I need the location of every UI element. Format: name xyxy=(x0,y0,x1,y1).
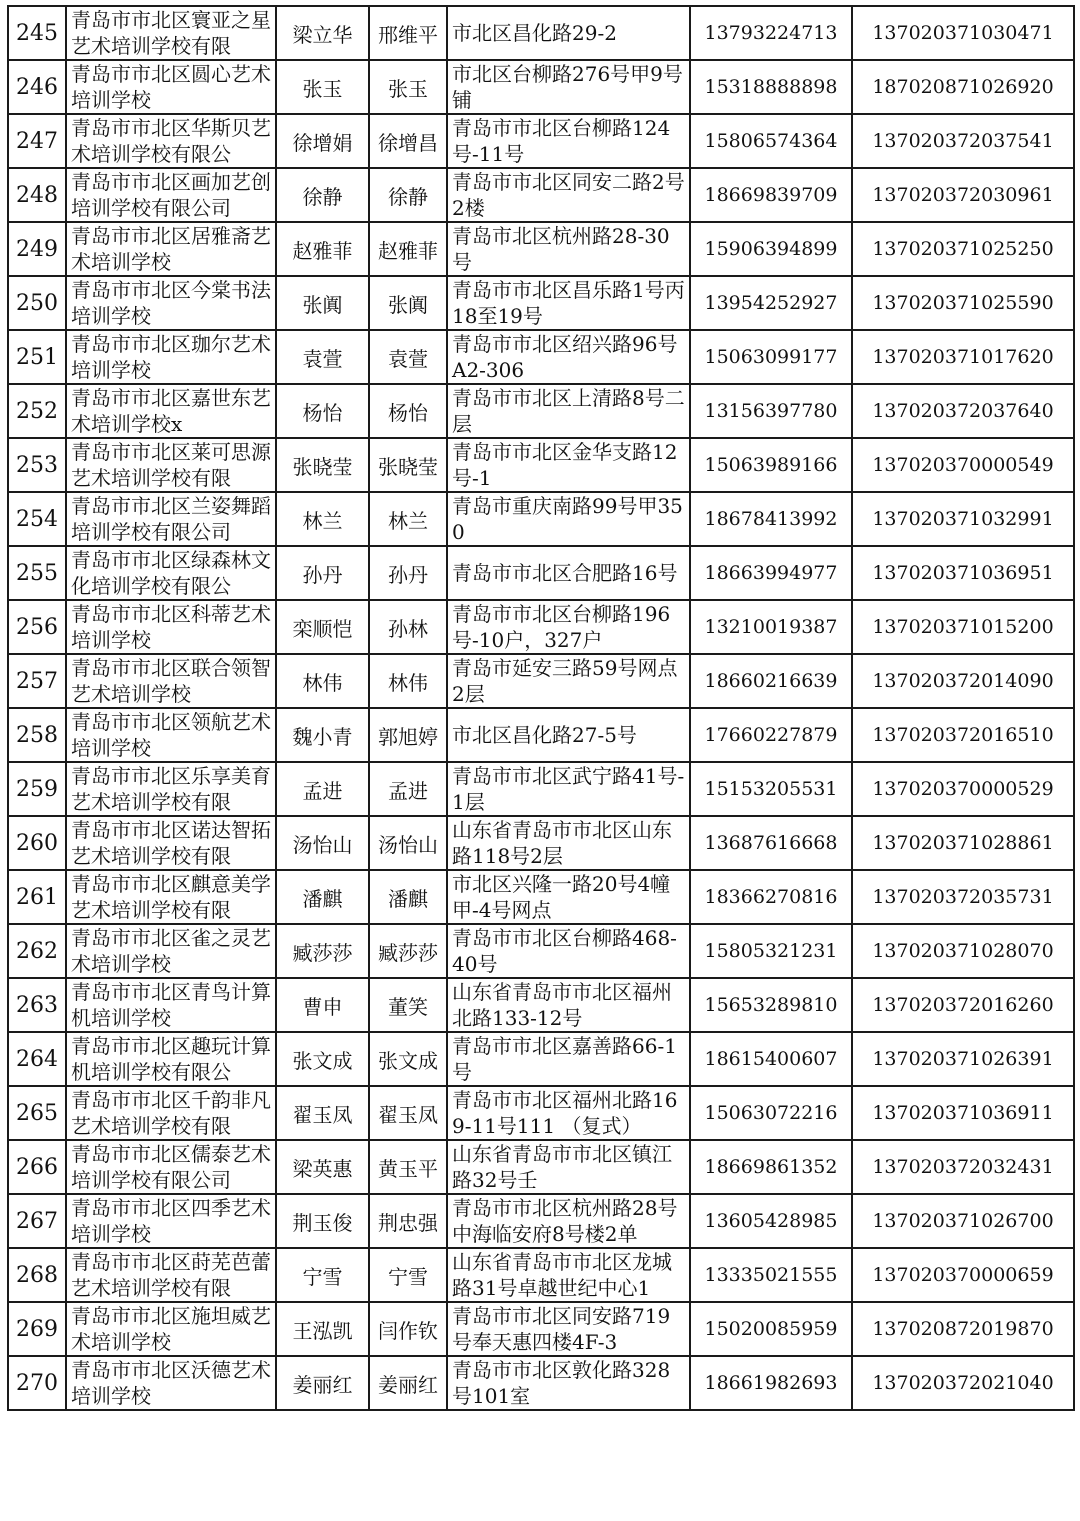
principal-name: 黄玉平 xyxy=(369,1140,447,1194)
school-name: 青岛市市北区兰姿舞蹈培训学校有限公司 xyxy=(66,492,276,546)
table-row xyxy=(8,654,1074,708)
row-number: 255 xyxy=(8,546,66,600)
table-row xyxy=(8,870,1074,924)
school-address: 青岛市市北区昌乐路1号丙18至19号 xyxy=(447,276,690,330)
legal-representative: 荆玉俊 xyxy=(276,1194,369,1248)
legal-representative: 潘麒 xyxy=(276,870,369,924)
contact-phone: 18615400607 xyxy=(690,1032,852,1086)
school-name: 青岛市市北区麒意美学艺术培训学校有限 xyxy=(66,870,276,924)
contact-phone: 13605428985 xyxy=(690,1194,852,1248)
legal-representative: 曹申 xyxy=(276,978,369,1032)
contact-phone: 13156397780 xyxy=(690,384,852,438)
school-name: 青岛市市北区施坦威艺术培训学校 xyxy=(66,1302,276,1356)
principal-name: 袁萱 xyxy=(369,330,447,384)
legal-representative: 王泓凯 xyxy=(276,1302,369,1356)
table-row xyxy=(8,276,1074,330)
school-address: 青岛市延安三路59号网点2层 xyxy=(447,654,690,708)
principal-name: 徐增昌 xyxy=(369,114,447,168)
principal-name: 潘麒 xyxy=(369,870,447,924)
license-number: 137020872019870 xyxy=(852,1302,1074,1356)
school-name: 青岛市市北区儒泰艺术培训学校有限公司 xyxy=(66,1140,276,1194)
school-address: 青岛市市北区金华支路12号-1 xyxy=(447,438,690,492)
principal-name: 孙丹 xyxy=(369,546,447,600)
table-row xyxy=(8,60,1074,114)
school-name: 青岛市市北区寰亚之星艺术培训学校有限 xyxy=(66,6,276,60)
school-address: 市北区昌化路27-5号 xyxy=(447,708,690,762)
legal-representative: 梁立华 xyxy=(276,6,369,60)
school-address: 青岛市重庆南路99号甲350 xyxy=(447,492,690,546)
license-number: 137020372037541 xyxy=(852,114,1074,168)
table-row xyxy=(8,924,1074,978)
license-number: 137020371026391 xyxy=(852,1032,1074,1086)
license-number: 187020871026920 xyxy=(852,60,1074,114)
school-name: 青岛市市北区华斯贝艺术培训学校有限公 xyxy=(66,114,276,168)
school-address: 青岛市市北区敦化路328号101室 xyxy=(447,1356,690,1410)
school-address: 青岛市市北区同安二路2号2楼 xyxy=(447,168,690,222)
license-number: 137020371028070 xyxy=(852,924,1074,978)
school-name: 青岛市市北区圆心艺术培训学校 xyxy=(66,60,276,114)
row-number: 263 xyxy=(8,978,66,1032)
license-number: 137020372016510 xyxy=(852,708,1074,762)
contact-phone: 17660227879 xyxy=(690,708,852,762)
legal-representative: 梁英惠 xyxy=(276,1140,369,1194)
legal-representative: 徐静 xyxy=(276,168,369,222)
contact-phone: 15063989166 xyxy=(690,438,852,492)
contact-phone: 15653289810 xyxy=(690,978,852,1032)
row-number: 251 xyxy=(8,330,66,384)
license-number: 137020372016260 xyxy=(852,978,1074,1032)
row-number: 265 xyxy=(8,1086,66,1140)
principal-name: 张文成 xyxy=(369,1032,447,1086)
contact-phone: 15153205531 xyxy=(690,762,852,816)
legal-representative: 袁萱 xyxy=(276,330,369,384)
principal-name: 闫作钦 xyxy=(369,1302,447,1356)
principal-name: 孙林 xyxy=(369,600,447,654)
license-number: 137020370000549 xyxy=(852,438,1074,492)
contact-phone: 18366270816 xyxy=(690,870,852,924)
school-address: 青岛市市北区杭州路28号中海临安府8号楼2单 xyxy=(447,1194,690,1248)
principal-name: 臧莎莎 xyxy=(369,924,447,978)
license-number: 137020372032431 xyxy=(852,1140,1074,1194)
school-list-table xyxy=(7,5,1075,1411)
license-number: 137020372014090 xyxy=(852,654,1074,708)
school-name: 青岛市市北区青鸟计算机培训学校 xyxy=(66,978,276,1032)
contact-phone: 15318888898 xyxy=(690,60,852,114)
table-row xyxy=(8,1032,1074,1086)
school-name: 青岛市市北区趣玩计算机培训学校有限公 xyxy=(66,1032,276,1086)
school-name: 青岛市市北区居雅斋艺术培训学校 xyxy=(66,222,276,276)
school-name: 青岛市市北区珈尔艺术培训学校 xyxy=(66,330,276,384)
legal-representative: 张阗 xyxy=(276,276,369,330)
school-name: 青岛市市北区千韵非凡艺术培训学校有限 xyxy=(66,1086,276,1140)
legal-representative: 臧莎莎 xyxy=(276,924,369,978)
table-row xyxy=(8,1086,1074,1140)
row-number: 266 xyxy=(8,1140,66,1194)
table-row xyxy=(8,492,1074,546)
table-row xyxy=(8,546,1074,600)
contact-phone: 15020085959 xyxy=(690,1302,852,1356)
contact-phone: 15063072216 xyxy=(690,1086,852,1140)
row-number: 246 xyxy=(8,60,66,114)
contact-phone: 13210019387 xyxy=(690,600,852,654)
legal-representative: 魏小青 xyxy=(276,708,369,762)
school-name: 青岛市市北区嘉世东艺术培训学校x xyxy=(66,384,276,438)
contact-phone: 13793224713 xyxy=(690,6,852,60)
row-number: 248 xyxy=(8,168,66,222)
row-number: 247 xyxy=(8,114,66,168)
legal-representative: 姜丽红 xyxy=(276,1356,369,1410)
license-number: 137020371028861 xyxy=(852,816,1074,870)
principal-name: 张阗 xyxy=(369,276,447,330)
row-number: 245 xyxy=(8,6,66,60)
school-name: 青岛市市北区科蒂艺术培训学校 xyxy=(66,600,276,654)
principal-name: 林伟 xyxy=(369,654,447,708)
contact-phone: 18669839709 xyxy=(690,168,852,222)
row-number: 257 xyxy=(8,654,66,708)
contact-phone: 15805321231 xyxy=(690,924,852,978)
school-address: 青岛市市北区台柳路196号-10户，327户 xyxy=(447,600,690,654)
legal-representative: 翟玉凤 xyxy=(276,1086,369,1140)
row-number: 259 xyxy=(8,762,66,816)
school-address: 市北区昌化路29-2 xyxy=(447,6,690,60)
school-name: 青岛市市北区联合领智艺术培训学校 xyxy=(66,654,276,708)
school-address: 市北区兴隆一路20号4幢甲-4号网点 xyxy=(447,870,690,924)
table-row xyxy=(8,1302,1074,1356)
school-name: 青岛市市北区莳芜芭蕾艺术培训学校有限 xyxy=(66,1248,276,1302)
legal-representative: 宁雪 xyxy=(276,1248,369,1302)
row-number: 267 xyxy=(8,1194,66,1248)
table-row xyxy=(8,222,1074,276)
row-number: 249 xyxy=(8,222,66,276)
legal-representative: 孟进 xyxy=(276,762,369,816)
row-number: 260 xyxy=(8,816,66,870)
table-row xyxy=(8,114,1074,168)
school-name: 青岛市市北区乐享美育艺术培训学校有限 xyxy=(66,762,276,816)
school-address: 青岛市市北区福州北路169-11号111 （复式） xyxy=(447,1086,690,1140)
license-number: 137020370000529 xyxy=(852,762,1074,816)
table-row xyxy=(8,438,1074,492)
school-name: 青岛市市北区诺达智拓艺术培训学校有限 xyxy=(66,816,276,870)
row-number: 261 xyxy=(8,870,66,924)
license-number: 137020371032991 xyxy=(852,492,1074,546)
school-address: 市北区台柳路276号甲9号铺 xyxy=(447,60,690,114)
school-address: 青岛市市北区同安路719号奉天惠四楼4F-3 xyxy=(447,1302,690,1356)
table-row xyxy=(8,384,1074,438)
legal-representative: 孙丹 xyxy=(276,546,369,600)
contact-phone: 15906394899 xyxy=(690,222,852,276)
legal-representative: 林伟 xyxy=(276,654,369,708)
license-number: 137020371017620 xyxy=(852,330,1074,384)
license-number: 137020371015200 xyxy=(852,600,1074,654)
row-number: 252 xyxy=(8,384,66,438)
table-body xyxy=(8,6,1074,1410)
principal-name: 杨怡 xyxy=(369,384,447,438)
license-number: 137020371025250 xyxy=(852,222,1074,276)
contact-phone: 18669861352 xyxy=(690,1140,852,1194)
row-number: 268 xyxy=(8,1248,66,1302)
table-row xyxy=(8,762,1074,816)
school-name: 青岛市市北区绿森林文化培训学校有限公 xyxy=(66,546,276,600)
principal-name: 徐静 xyxy=(369,168,447,222)
school-address: 山东省青岛市市北区龙城路31号卓越世纪中心1 xyxy=(447,1248,690,1302)
table-row xyxy=(8,168,1074,222)
license-number: 137020371025590 xyxy=(852,276,1074,330)
school-address: 青岛市市北区上清路8号二层 xyxy=(447,384,690,438)
row-number: 270 xyxy=(8,1356,66,1410)
school-address: 山东省青岛市市北区镇江路32号壬 xyxy=(447,1140,690,1194)
license-number: 137020372030961 xyxy=(852,168,1074,222)
table-row xyxy=(8,600,1074,654)
school-name: 青岛市市北区雀之灵艺术培训学校 xyxy=(66,924,276,978)
principal-name: 董笑 xyxy=(369,978,447,1032)
principal-name: 张晓莹 xyxy=(369,438,447,492)
principal-name: 翟玉凤 xyxy=(369,1086,447,1140)
row-number: 256 xyxy=(8,600,66,654)
license-number: 137020371036951 xyxy=(852,546,1074,600)
principal-name: 汤怡山 xyxy=(369,816,447,870)
row-number: 269 xyxy=(8,1302,66,1356)
school-address: 山东省青岛市市北区福州北路133-12号 xyxy=(447,978,690,1032)
principal-name: 林兰 xyxy=(369,492,447,546)
contact-phone: 13954252927 xyxy=(690,276,852,330)
table-row xyxy=(8,978,1074,1032)
school-name: 青岛市市北区沃德艺术培训学校 xyxy=(66,1356,276,1410)
contact-phone: 18661982693 xyxy=(690,1356,852,1410)
table-row xyxy=(8,1194,1074,1248)
school-address: 青岛市市北区嘉善路66-1号 xyxy=(447,1032,690,1086)
legal-representative: 汤怡山 xyxy=(276,816,369,870)
row-number: 262 xyxy=(8,924,66,978)
row-number: 254 xyxy=(8,492,66,546)
contact-phone: 18663994977 xyxy=(690,546,852,600)
legal-representative: 张晓莹 xyxy=(276,438,369,492)
license-number: 137020371030471 xyxy=(852,6,1074,60)
legal-representative: 栾顺恺 xyxy=(276,600,369,654)
principal-name: 郭旭婷 xyxy=(369,708,447,762)
license-number: 137020372021040 xyxy=(852,1356,1074,1410)
table-row xyxy=(8,6,1074,60)
table-row xyxy=(8,708,1074,762)
principal-name: 姜丽红 xyxy=(369,1356,447,1410)
table-row xyxy=(8,1140,1074,1194)
legal-representative: 杨怡 xyxy=(276,384,369,438)
school-name: 青岛市市北区领航艺术培训学校 xyxy=(66,708,276,762)
principal-name: 赵雅菲 xyxy=(369,222,447,276)
row-number: 250 xyxy=(8,276,66,330)
contact-phone: 18678413992 xyxy=(690,492,852,546)
license-number: 137020371036911 xyxy=(852,1086,1074,1140)
principal-name: 邢维平 xyxy=(369,6,447,60)
school-address: 青岛市市北区合肥路16号 xyxy=(447,546,690,600)
school-name: 青岛市市北区画加艺创培训学校有限公司 xyxy=(66,168,276,222)
row-number: 264 xyxy=(8,1032,66,1086)
license-number: 137020372037640 xyxy=(852,384,1074,438)
school-address: 山东省青岛市市北区山东路118号2层 xyxy=(447,816,690,870)
license-number: 137020371026700 xyxy=(852,1194,1074,1248)
contact-phone: 13687616668 xyxy=(690,816,852,870)
table-row xyxy=(8,330,1074,384)
principal-name: 荆忠强 xyxy=(369,1194,447,1248)
school-address: 青岛市北区杭州路28-30号 xyxy=(447,222,690,276)
school-address: 青岛市市北区武宁路41号-1层 xyxy=(447,762,690,816)
legal-representative: 林兰 xyxy=(276,492,369,546)
school-name: 青岛市市北区四季艺术培训学校 xyxy=(66,1194,276,1248)
legal-representative: 徐增娟 xyxy=(276,114,369,168)
principal-name: 孟进 xyxy=(369,762,447,816)
table-row xyxy=(8,1356,1074,1410)
principal-name: 张玉 xyxy=(369,60,447,114)
table-row xyxy=(8,816,1074,870)
school-address: 青岛市市北区绍兴路96号A2-306 xyxy=(447,330,690,384)
license-number: 137020370000659 xyxy=(852,1248,1074,1302)
contact-phone: 18660216639 xyxy=(690,654,852,708)
row-number: 253 xyxy=(8,438,66,492)
license-number: 137020372035731 xyxy=(852,870,1074,924)
school-name: 青岛市市北区今棠书法培训学校 xyxy=(66,276,276,330)
school-address: 青岛市市北区台柳路124号-11号 xyxy=(447,114,690,168)
row-number: 258 xyxy=(8,708,66,762)
legal-representative: 张玉 xyxy=(276,60,369,114)
legal-representative: 赵雅菲 xyxy=(276,222,369,276)
school-address: 青岛市市北区台柳路468-40号 xyxy=(447,924,690,978)
school-name: 青岛市市北区莱可思源艺术培训学校有限 xyxy=(66,438,276,492)
contact-phone: 13335021555 xyxy=(690,1248,852,1302)
principal-name: 宁雪 xyxy=(369,1248,447,1302)
contact-phone: 15806574364 xyxy=(690,114,852,168)
legal-representative: 张文成 xyxy=(276,1032,369,1086)
table-row xyxy=(8,1248,1074,1302)
contact-phone: 15063099177 xyxy=(690,330,852,384)
